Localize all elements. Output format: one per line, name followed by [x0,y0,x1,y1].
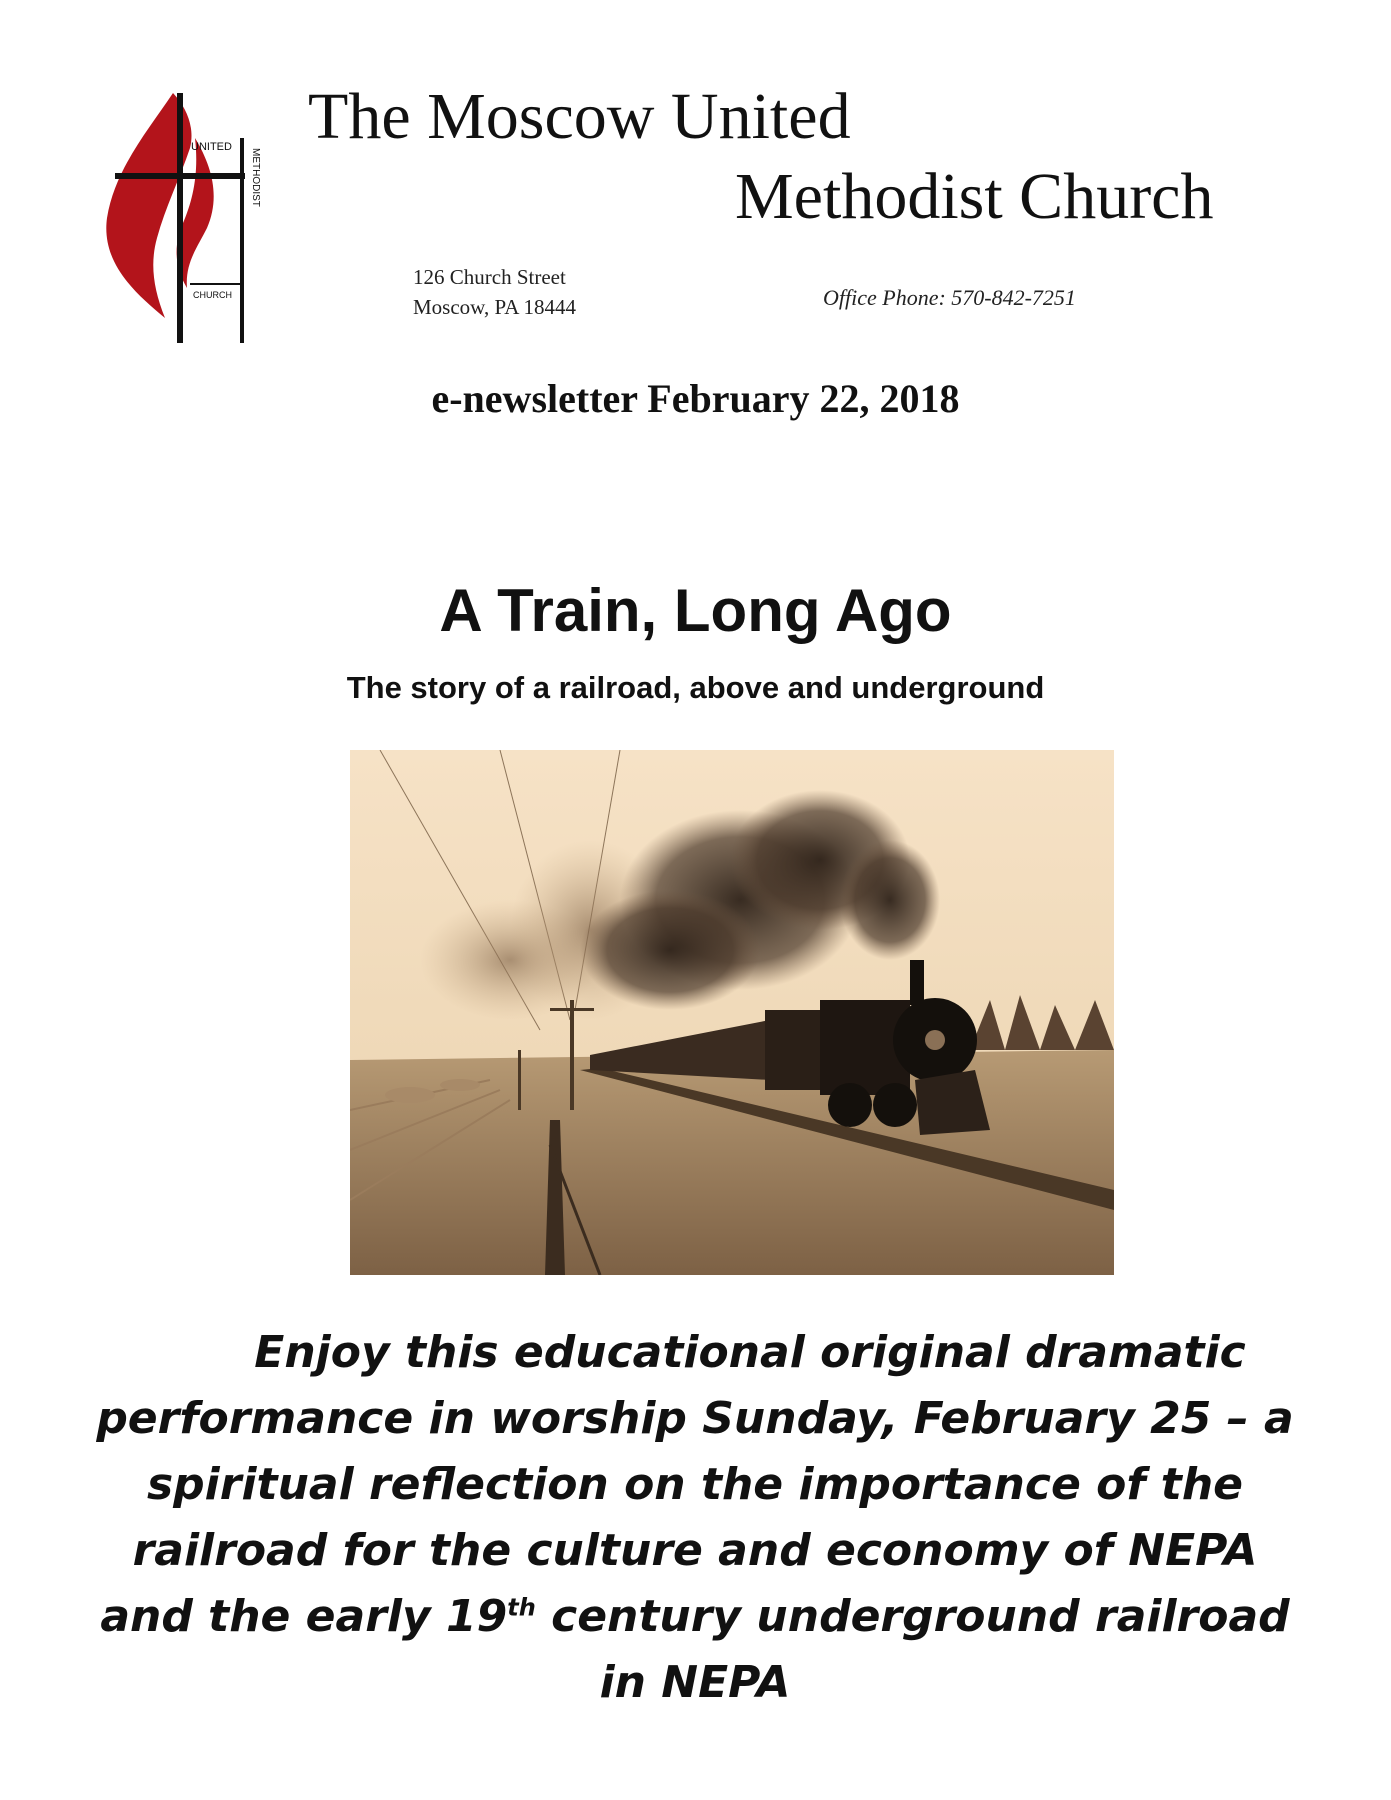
body-text-part2: century underground railroad in NEPA [535,1591,1290,1708]
body-text-superscript: th [507,1593,536,1622]
address-city: Moscow, PA 18444 [413,295,576,319]
church-name-line2: Methodist Church [735,160,1214,233]
article-body [90,1320,1300,1716]
church-name-line1: The Moscow United [308,80,851,153]
logo-text-church: CHURCH [193,290,232,300]
body-text-part1: Enjoy this educational original dramatic performance in worship Sunday, February 25 – a spiritual reflection on the importance of the railroad for the culture and economy of NEPA and the early 19 [96,1327,1294,1642]
article-subheadline: The story of a railroad, above and underground [346,670,1045,705]
address-street: 126 Church Street [413,265,566,289]
steam-locomotive-photo [350,750,1114,1275]
article-headline: A Train, Long Ago [439,577,952,644]
church-address [413,262,576,322]
cross-and-flame-icon [95,88,270,348]
newsletter-date: e-newsletter February 22, 2018 [431,376,960,421]
logo-text-methodist: METHODIST [250,148,261,207]
logo-text-united: UNITED [191,141,232,153]
office-phone: Office Phone: 570-842-7251 [823,285,1076,310]
